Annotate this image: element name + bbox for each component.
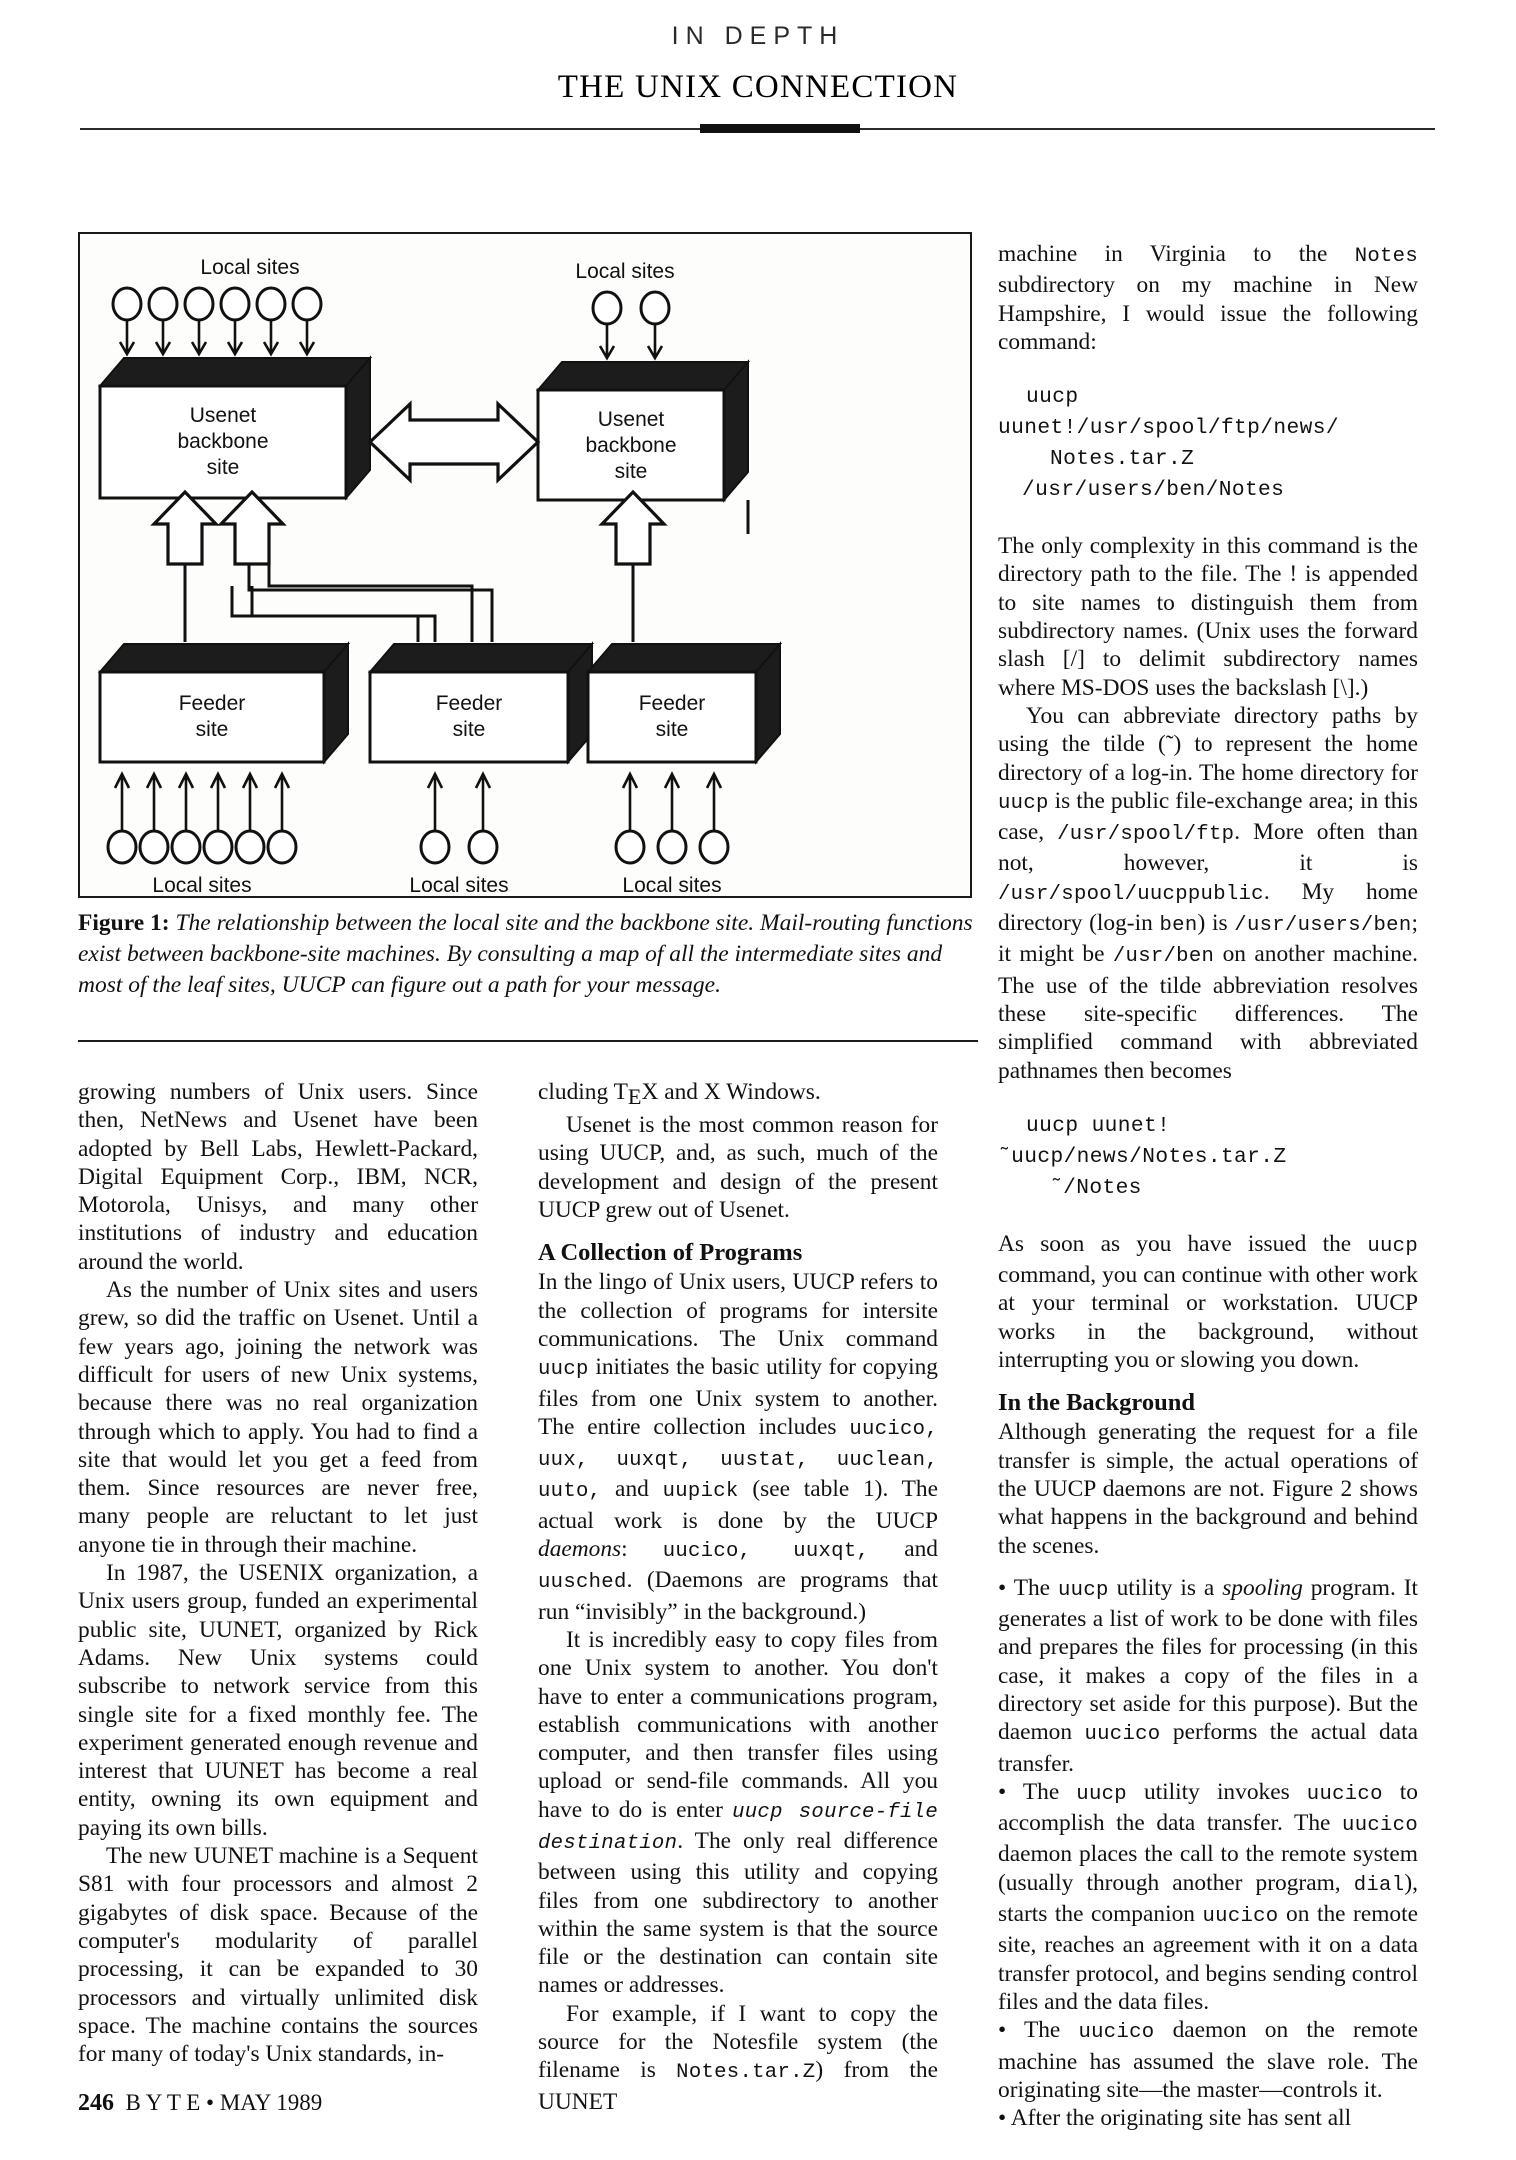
footer-separator: • [206,2090,215,2115]
text-run: In the lingo of Unix users, UUCP refers to the collection of programs for intersite communications. The Unix command [538,1269,938,1352]
figure-caption-label: Figure 1: [78,910,170,936]
code-run: uucp [1367,1234,1418,1258]
code-run: uucp [1058,1578,1109,1602]
body-column-2 [538,1078,938,2116]
paragraph [998,1230,1418,1374]
page-title: THE UNIX CONNECTION [557,69,959,105]
code-run: uucp [1076,1782,1127,1806]
local-site-group-top-left [113,288,321,320]
text-run: The [1006,1574,1058,1601]
node-usenet-backbone-left [100,358,370,498]
code-run: uupick [662,1480,739,1504]
svg-text:Usenet: Usenet [597,408,665,431]
paragraph: As the number of Unix sites and users grew, so did the traffic on Usenet. Until a few years ago, joining the network was difficult for users of new Unix systems, because there was no real organization through which to apply. You had to find a site that would let you get a feed from them. Since resources are never free, many people are reluctant to let just anyone tie in through their machine. [78,1277,478,1558]
text-run: ; it might be [998,910,1418,968]
local-site-arrows-top-left [120,320,314,354]
text-run: You can abbreviate directory paths by using the tilde (˜) to represent the home directory of a log-in. The home directory for [998,702,1418,786]
tex-lowered-e: E [627,1083,642,1109]
bullet-glyph: • [998,2017,1007,2044]
local-site-group-top-right [593,292,669,324]
code-run: uucp source-file destination [538,1800,938,1855]
bullet-item [998,1778,1418,2016]
paragraph [538,1626,938,2000]
svg-text:Usenet: Usenet [189,404,257,427]
svg-text:Feeder: Feeder [178,692,246,715]
paragraph [538,1268,938,1626]
text-run: subdirectory on my machine in New Hampshire, I would issue the following command: [998,272,1418,355]
text-run: program. It generates a list of work to be done with files and prepares the files for processing (in this case, it makes a copy of the files in a directory set aside for this purpose). But the daemon [998,1574,1419,1746]
text-run: As soon as you have issued the [998,1230,1368,1257]
text-run: After the originating site has sent all [1006,2105,1352,2132]
node-feeder-site-2 [370,644,592,762]
feeder-connector-lines [232,500,748,642]
spacer [998,506,1418,532]
text-run: . More often than not, however, it is [998,819,1418,877]
department-kicker: IN DEPTH [671,22,845,50]
code-run: uucico, uux, uuxqt, uustat, uuclean, uuto, [538,1417,938,1504]
masthead [0,22,1516,106]
text-run: : [621,1536,663,1563]
arrow-feeder3-to-backbone-right [602,492,664,642]
code-run: uusched [538,1571,627,1595]
header-rule-accent [700,124,860,133]
text-run: on another machine. The use of the tilde abbreviation resolves these site-specific differences. The simplified command with abbreviated pathnames then becomes [998,941,1418,1084]
spacer [998,1560,1418,1574]
text-run: daemon on the remote machine has assumed the slave role. The originating site—the master—controls it. [998,2017,1419,2103]
feeder-routing [185,564,472,642]
code-run: uucico [1078,2021,1155,2045]
tex-suffix: X and X Windows. [641,1079,821,1105]
svg-text:site: site [655,718,689,741]
tex-prefix: cluding T [538,1079,628,1105]
code-run: uucp [538,1358,589,1382]
text-run: . The only real difference between using this utility and copying files from one subdirectory to another within the same system is that the source file or the destination can contain site names or addresses. [538,1828,938,1999]
code-line: uucp uunet!˜uucp/news/Notes.tar.Z [998,1113,1287,1169]
bullet-item [998,1574,1418,1778]
svg-text:Feeder: Feeder [435,692,503,715]
code-run: uucico [1202,1905,1279,1929]
text-run: is the public file-exchange area; in this case, [998,787,1418,846]
code-run: Notes.tar.Z [676,2061,816,2085]
arrow-backbone-to-backbone [370,404,538,480]
header-rule [80,124,1435,136]
emphasis-run: daemons [538,1536,622,1563]
label-local-sites-bottom-2: Local sites [409,874,509,896]
label-local-sites-bottom-1: Local sites [152,874,252,896]
text-run: For example, if I want to copy the source for the Notesfile system (the filename is [538,2000,938,2084]
caption-divider [78,1040,978,1042]
text-run: on the remote site, reaches an agreement with it on a data transfer protocol, and begins sending control files and the data files. [998,1901,1418,2015]
text-run: daemon places the call to the remote system (usually through another program, [998,1841,1418,1896]
code-line: ˜/Notes [1050,1175,1142,1200]
paragraph [998,702,1418,1085]
node-usenet-backbone-right [538,362,748,500]
figure-caption [78,908,978,1001]
local-site-arrows-bottom-1 [115,774,289,830]
bullet-item [998,2104,1418,2132]
figure-1-frame [78,232,972,898]
local-site-arrows-top-right [600,324,662,358]
text-run: initiates the basic utility for copying files from one Unix system to another. The entire collection includes [538,1354,938,1440]
code-run: ben [1159,914,1198,938]
magazine-name: B Y T E [125,2090,201,2115]
page-footer [78,2090,322,2117]
code-run: /usr/spool/uucppublic [998,882,1264,906]
paragraph: The only complexity in this command is the directory path to the file. The ! is appended to site names to distinguish them from subdirectory names. (Unix uses the forward slash [/] to delimit subdirectory names where MS-DOS uses the backslash [\].) [998,533,1418,701]
page-number: 246 [78,2090,114,2116]
text-run: . My home directory (log-in [998,878,1418,937]
local-site-group-bottom-3 [616,831,728,863]
code-run: dial [1353,1873,1405,1897]
label-local-sites-top-left: Local sites [200,256,300,279]
label-local-sites-top-right: Local sites [575,260,675,283]
local-site-arrows-bottom-3 [623,774,721,830]
paragraph: The new UUNET machine is a Sequent S81 with four processors and almost 2 gigabytes of disk space. Because of the computer's modularity of parallel processing, it can be expanded to 30 processors and virtually unlimited disk space. The machine contains the sources for many of today's Unix standards, in- [78,1843,478,2068]
local-site-group-bottom-1 [108,831,296,863]
code-run: uucico [1084,1723,1161,1747]
section-heading: A Collection of Programs [538,1239,803,1267]
svg-text:site: site [452,718,486,741]
text-run: . (Daemons are programs that run “invisibly” in the background.) [538,1567,938,1625]
text-run: ) from the UUNET [538,2057,938,2115]
paragraph [538,2000,938,2116]
figure-caption-text: The relationship between the local site and the backbone site. Mail-routing functions exist between backbone-site machines. By consulting a map of all the intermediate sites and most of the leaf sites, UUCP can figure out a path for your message. [78,910,973,998]
text-run: ) is [1197,910,1235,937]
label-local-sites-bottom-3: Local sites [622,874,722,896]
local-site-group-bottom-2 [421,831,497,863]
paragraph [538,1078,938,1111]
arrow-feeder2-to-backbone-left [221,492,283,564]
figure-1-diagram [80,234,970,896]
code-run: uucico, uuxqt, [662,1540,870,1564]
code-run: /usr/ben [1112,945,1215,969]
svg-text:backbone: backbone [177,430,269,453]
code-run: Notes [1354,245,1418,268]
issue-date: MAY 1989 [219,2090,323,2115]
svg-text:Feeder: Feeder [638,692,706,715]
local-site-arrows-bottom-2 [428,774,490,830]
text-run: machine in Virginia to the [998,241,1355,267]
bullet-glyph: • [998,1778,1007,1805]
body-column-1 [78,1078,478,2068]
section-heading: In the Background [998,1389,1195,1417]
text-run: It is incredibly easy to copy files from one Unix system to another. You don't have to enter a communications program, establish communications with another computer, and then transfer files using upload or send-file commands. All you have to do is enter [538,1626,938,1823]
node-feeder-site-3 [588,644,780,762]
emphasis-run: spooling [1222,1574,1303,1601]
text-run: command, you can continue with other work at your terminal or workstation. UUCP works in the background, without interrupting you or slowing you down. [998,1262,1418,1374]
text-run: (see table 1). The actual work is done by the UUCP [538,1476,939,1534]
code-run: /usr/users/ben [1234,914,1412,938]
svg-text:site: site [206,456,240,479]
text-run: The [1006,1778,1077,1805]
text-run: utility is a [1108,1574,1223,1601]
text-run: and [869,1536,939,1563]
paragraph: In 1987, the USENIX organization, a Unix users group, funded an experimental public site, UUNET, organized by Rick Adams. New Unix systems could subscribe to network service from this single site for a fixed monthly fee. The experiment generated enough revenue and interest that UUNET has become a real entity, owning its own equipment and paying its own bills. [78,1560,478,1841]
text-run: and [601,1476,663,1503]
code-run: uucp [998,791,1049,815]
text-run: The [1006,2017,1079,2044]
bullet-glyph: • [998,1574,1007,1601]
svg-text:site: site [614,460,648,483]
code-run: /usr/spool/ftp [1057,823,1235,847]
node-feeder-site-1 [100,644,348,762]
bullet-glyph: • [998,2105,1007,2132]
text-run: performs the actual data transfer. [998,1719,1418,1777]
code-run: uucico [1342,1814,1418,1838]
code-line: Notes.tar.Z /usr/users/ben/Notes [1022,447,1285,503]
code-block-2 [998,1111,1418,1204]
spacer [998,1204,1418,1230]
spacer [998,356,1418,382]
spacer [998,1085,1418,1111]
code-line: uucp uunet!/usr/spool/ftp/news/ [998,385,1339,441]
arrow-feeder1-to-backbone-left [154,492,216,564]
svg-text:backbone: backbone [585,434,677,457]
svg-text:site: site [195,718,229,741]
text-run: ), starts the companion [998,1869,1418,1928]
code-block-1 [998,382,1418,506]
text-run: utility invokes [1126,1778,1307,1805]
paragraph: Usenet is the most common reason for using UUCP, and, as such, much of the development and design of the present UUCP grew out of Usenet. [538,1112,938,1224]
paragraph [998,240,1418,356]
code-run: uucico [1306,1782,1383,1806]
text-run: to accomplish the data transfer. The [998,1778,1418,1837]
paragraph: growing numbers of Unix users. Since then, NetNews and Usenet have been adopted by Bell Labs, Hewlett-Packard, Digital Equipment Corp., IBM, NCR, Motorola, Unisys, and many other institutions of industry and education around the world. [78,1079,478,1275]
bullet-item [998,2016,1418,2104]
body-column-3 [998,240,1418,2132]
paragraph: Although generating the request for a file transfer is simple, the actual operations of the UUCP daemons are not. Figure 2 shows what happens in the background and behind the scenes. [998,1419,1418,1559]
